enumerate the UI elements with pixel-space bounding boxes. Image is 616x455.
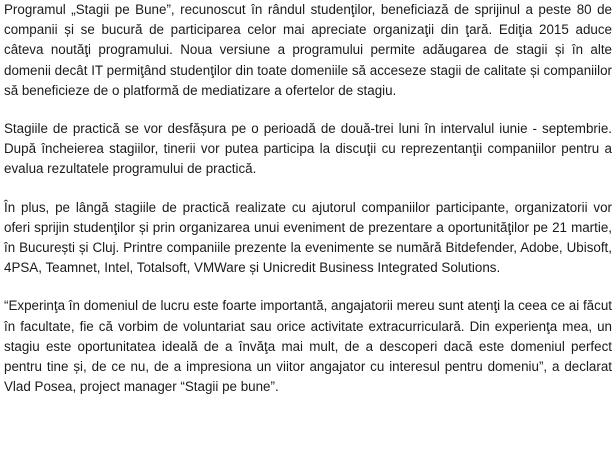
document-body <box>4 0 612 397</box>
paragraph-event-companies: În plus, pe lângă stagiile de practică realizate cu ajutorul companiilor participante, organizatorii vor oferi sprijin studenţilor și prin organizarea unui eveniment de prezentare a oportunităţilor pe 21 martie, în București și Cluj. Printre companiile prezente la evenimente se numără Bitdefender, Adobe, Ubisoft, 4PSA, Teamnet, Intel, Totalsoft, VMWare și Unicredit Business Integrated Solutions. <box>4 199 612 276</box>
paragraph-internship-period: Stagiile de practică se vor desfășura pe o perioadă de două-trei luni în intervalul iunie - septembrie. După încheierea stagiilor, tinerii vor putea participa la discuţii cu reprezentanţii companiilor pentru a evalua rezultatele programului de practică. <box>4 121 612 177</box>
paragraph-intro: Programul „Stagii pe Bune”, recunoscut în rândul studenţilor, beneficiază de sprijinul a peste 80 de companii și se bucură de participarea celor mai apreciate organizaţii din ţară. Ediţia 2015 aduce câteva noutăţi programului. Noua versiune a programului permite adăugarea de stagii și în alte domenii decât IT permiţând studenţilor din toate domeniile să acceseze stagii de calitate și companiilor să beneficieze de o platformă de mediatizare a ofertelor de stagiu. <box>4 2 612 98</box>
paragraph-quote: “Experinţa în domeniul de lucru este foarte importantă, angajatorii mereu sunt atenţi la ceea ce ai făcut în facultate, fie că vorbim de voluntariat sau orice activitate extracurriculară. Din experienţa mea, un stagiu este oportunitatea ideală de a învăţa mai mult, de a descoperi dacă este domeniul perfect pentru tine și, de ce nu, de a impresiona un viitor angajator cu interesul pentru domeniu”, a declarat Vlad Posea, project manager “Stagii pe bune”. <box>4 298 612 395</box>
